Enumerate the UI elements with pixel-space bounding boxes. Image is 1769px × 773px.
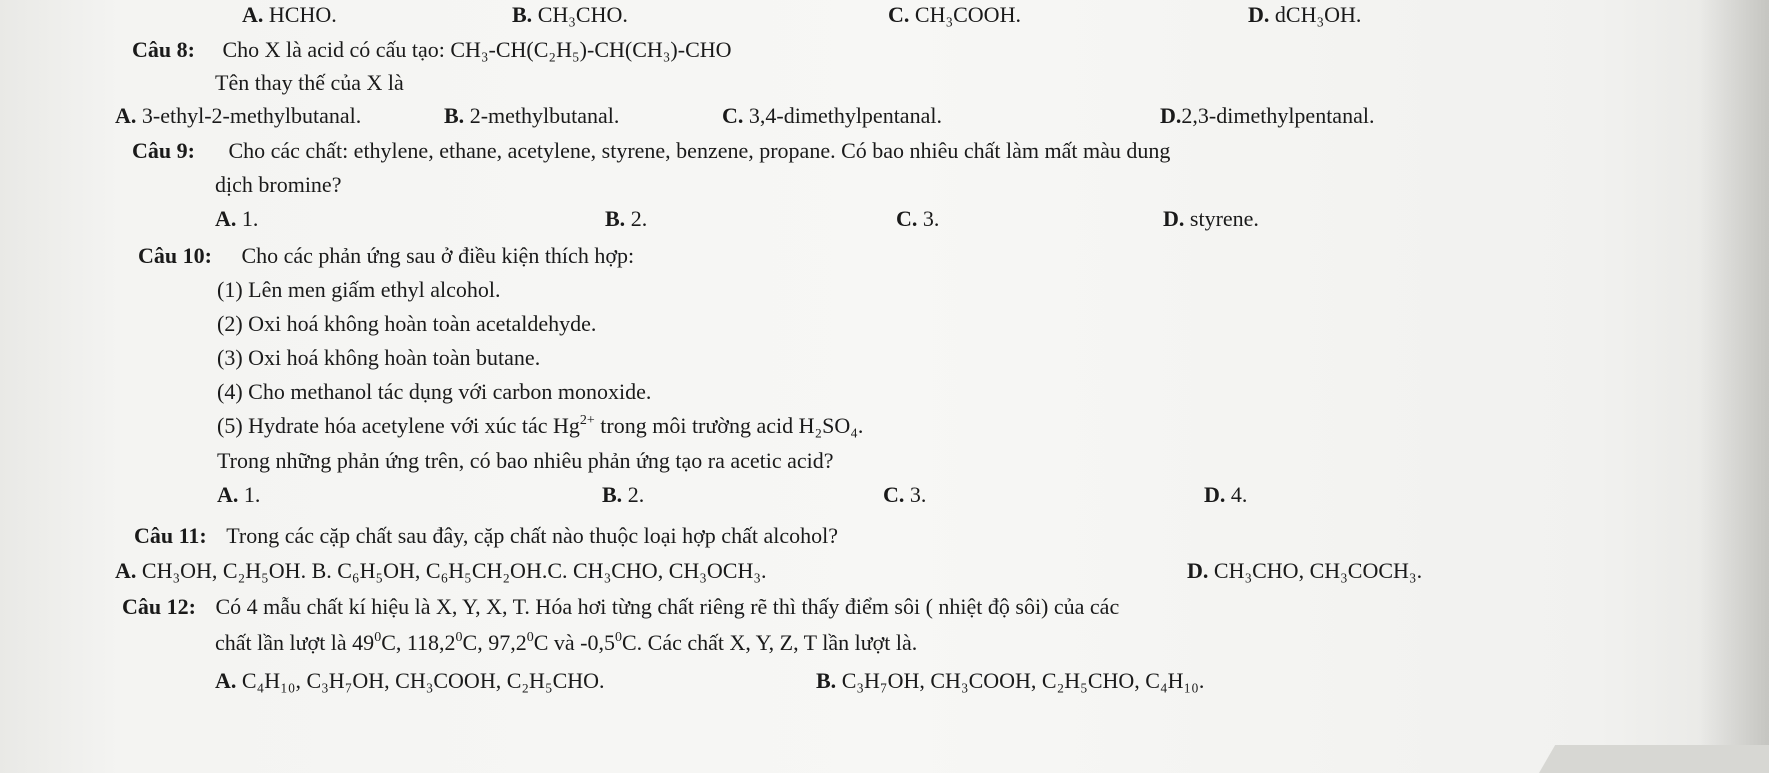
q12-temp-4: C và -0,5	[533, 630, 615, 655]
q10-option-a-label: A.	[217, 482, 239, 507]
q11-option-d-label: D.	[1187, 558, 1209, 583]
q9-question	[132, 138, 1170, 164]
q10-option-c-label: C.	[883, 482, 905, 507]
q8-label: Câu 8:	[132, 37, 195, 62]
q7-option-a-label: A.	[242, 2, 264, 27]
q9-option-a-label: A.	[215, 206, 237, 231]
q10-item-4: (4) Cho methanol tác dụng với carbon monoxide.	[217, 379, 652, 404]
q7-option-b-label: B.	[512, 2, 533, 27]
q9-option-c-text: 3.	[922, 206, 940, 231]
q12-temp-3: C, 97,2	[462, 630, 527, 655]
q12-line2-post: C. Các chất X, Y, Z, T lần lượt là.	[622, 630, 918, 655]
q10-text: Cho các phản ứng sau ở điều kiện thích hợp:	[241, 243, 635, 268]
q8-option-a-text: 3-ethyl-2-methylbutanal.	[141, 103, 362, 128]
q8-question	[132, 37, 732, 63]
q7-option-c-label: C.	[888, 2, 910, 27]
q12-degree-3: 0	[526, 630, 534, 645]
q8-text: Cho X là acid có cấu tạo: CH₃-CH(C₂H₅)-CH(CH₃)-CHO	[222, 37, 732, 62]
q8-line2: Tên thay thế của X là	[215, 70, 404, 95]
q7-option-b-text: CH₃CHO.	[537, 2, 628, 27]
q10-item-3: (3) Oxi hoá không hoàn toàn butane.	[217, 345, 541, 370]
q10-label: Câu 10:	[138, 243, 212, 268]
q7-option-c-text: CH₃COOH.	[914, 2, 1021, 27]
q8-option-a-label: A.	[115, 103, 137, 128]
q8-option-b-label: B.	[444, 103, 465, 128]
q12-option-b-text: C₃H₇OH, CH₃COOH, C₂H₅CHO, C₄H₁₀.	[841, 668, 1205, 693]
q11-question	[134, 523, 838, 549]
q12-degree-4: 0	[615, 630, 622, 645]
q12-text: Có 4 mẫu chất kí hiệu là X, Y, X, T. Hóa hơi từng chất riêng rẽ thì thấy điểm sôi ( nhiệt độ sôi) của các	[215, 594, 1120, 619]
q9-text: Cho các chất: ethylene, ethane, acetylene, styrene, benzene, propane. Có bao nhiêu chất làm mất màu dung	[228, 138, 1171, 163]
q8-option-c-label: C.	[722, 103, 744, 128]
q9-option-d-text: styrene.	[1189, 206, 1259, 231]
q10-item-5-pre: (5) Hydrate hóa acetylene với xúc tác Hg	[217, 413, 580, 438]
q7-option-d-text: dCH₃OH.	[1274, 2, 1362, 27]
q10-item-5	[217, 413, 863, 439]
q11-option-d-text: CH₃CHO, CH₃COCH₃.	[1213, 558, 1423, 583]
q9-option-b-text: 2.	[630, 206, 648, 231]
q7-option-d-label: D.	[1248, 2, 1270, 27]
q10-option-a-text: 1.	[243, 482, 261, 507]
q10-option-b-label: B.	[602, 482, 623, 507]
page-edge-shadow	[1699, 0, 1769, 773]
q12-option-b-label: B.	[816, 668, 837, 693]
q12-label: Câu 12:	[122, 594, 196, 619]
q12-option-a-label: A.	[215, 668, 237, 693]
q12-degree-1: 0	[374, 630, 382, 645]
q10-option-c-text: 3.	[909, 482, 927, 507]
q10-subquestion: Trong những phản ứng trên, có bao nhiêu phản ứng tạo ra acetic acid?	[217, 448, 834, 473]
q12-question	[122, 594, 1119, 620]
q12-line2-pre: chất lần lượt là 49	[215, 630, 375, 655]
q10-option-d-text: 4.	[1230, 482, 1248, 507]
q12-line2	[215, 630, 917, 656]
q9-line2: dịch bromine?	[215, 172, 342, 197]
q10-item-5-charge: 2+	[579, 413, 595, 428]
q9-label: Câu 9:	[132, 138, 195, 163]
q7-option-a-text: HCHO.	[268, 2, 337, 27]
q12-degree-2: 0	[455, 630, 463, 645]
q9-option-d-label: D.	[1163, 206, 1185, 231]
q8-option-c-text: 3,4-dimethylpentanal.	[748, 103, 942, 128]
q12-option-a-text: C₄H₁₀, C₃H₇OH, CH₃COOH, C₂H₅CHO.	[241, 668, 605, 693]
q11-option-a-label: A.	[115, 558, 137, 583]
q9-option-b-label: B.	[605, 206, 626, 231]
q8-option-d-label: D.	[1160, 103, 1182, 128]
q10-item-5-post: trong môi trường acid H₂SO₄.	[594, 413, 864, 438]
q10-question	[138, 243, 634, 269]
q10-item-2: (2) Oxi hoá không hoàn toàn acetaldehyde.	[217, 311, 597, 336]
q10-option-d-label: D.	[1204, 482, 1226, 507]
q12-temp-2: C, 118,2	[381, 630, 456, 655]
q11-options-abc-text: CH₃OH, C₂H₅OH. B. C₆H₅OH, C₆H₅CH₂OH.C. CH₃CHO, CH₃OCH₃.	[141, 558, 767, 583]
q10-item-1: (1) Lên men giấm ethyl alcohol.	[217, 277, 501, 302]
q8-option-b-text: 2-methylbutanal.	[469, 103, 620, 128]
page-corner-fold	[1539, 745, 1769, 773]
q11-label: Câu 11:	[134, 523, 207, 548]
q10-option-b-text: 2.	[627, 482, 645, 507]
q8-option-d-text: 2,3-dimethylpentanal.	[1181, 103, 1375, 128]
q11-text: Trong các cặp chất sau đây, cặp chất nào thuộc loại hợp chất alcohol?	[226, 523, 838, 548]
q9-option-c-label: C.	[896, 206, 918, 231]
q9-option-a-text: 1.	[241, 206, 259, 231]
